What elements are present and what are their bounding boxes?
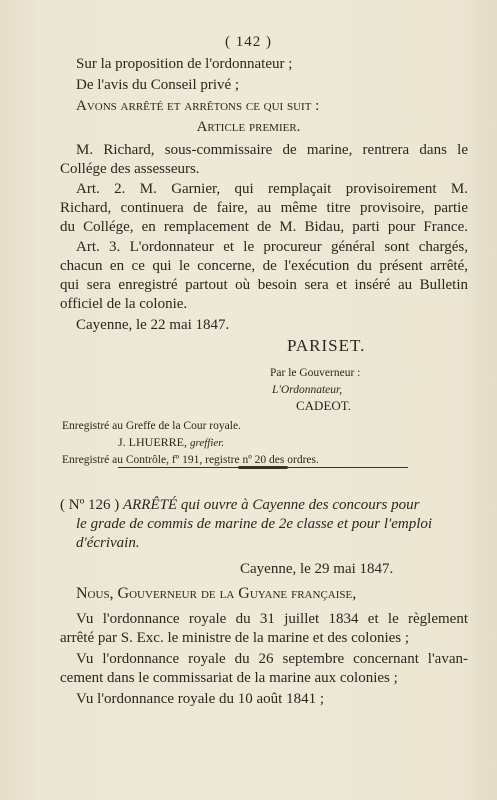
arrete-title-line: le grade de commis de marine de 2e classe et pour l'emploi xyxy=(76,516,433,532)
arrete-title-line: d'écrivain. xyxy=(76,535,140,551)
article-3-line: qui sera enregistré partout où besoin sera et inséré au Bulletin xyxy=(60,277,468,293)
article-2-line: du Collége, en remplacement de M. Bidau, parti pour France. xyxy=(60,219,468,235)
registration-controle: Enregistré au Contrôle, fº 191, registre nº 20 des ordres. xyxy=(62,454,319,466)
article-3-line: Art. 3. L'ordonnateur et le procureur général sont chargés, xyxy=(76,239,468,255)
registration-greffe: Enregistré au Greffe de la Cour royale. xyxy=(62,420,241,432)
preamble-avons: Avons arrêté et arrêtons ce qui suit : xyxy=(76,98,320,114)
greffier-title: greffier. xyxy=(190,437,225,449)
signature-governor: PARISET. xyxy=(287,336,366,355)
greffier-name: J. LHUERRE, xyxy=(118,435,187,449)
preamble-proposition: Sur la proposition de l'ordonnateur ; xyxy=(76,56,293,72)
arrete-number: ( Nº 126 ) xyxy=(60,497,120,513)
vu-3-line: Vu l'ordonnance royale du 10 août 1841 ; xyxy=(76,691,324,707)
article-2-line: Richard, continuera de faire, au même titre provisoire, partie xyxy=(60,200,468,216)
article-premier-line: Collége des assesseurs. xyxy=(60,161,200,177)
preamble-avis: De l'avis du Conseil privé ; xyxy=(76,77,240,93)
vu-2-line: cement dans le commissariat de la marine aux colonies ; xyxy=(60,670,398,686)
signature-ordonnateur-title: L'Ordonnateur, xyxy=(272,384,343,396)
registration-greffier-line xyxy=(118,433,224,452)
vu-2-line: Vu l'ordonnance royale du 26 septembre concernant l'avan- xyxy=(76,651,468,667)
article-3-line: officiel de la colonie. xyxy=(60,296,188,312)
section-divider xyxy=(118,467,408,468)
signature-ordonnateur-name: CADEOT. xyxy=(296,398,352,413)
arrete-title: ARRÊTÉ qui ouvre à Cayenne des concours pour xyxy=(122,497,420,513)
vu-1-line: Vu l'ordonnance royale du 31 juillet 1834 et le règlement xyxy=(76,611,468,627)
page-number: ( 142 ) xyxy=(225,34,272,50)
vu-1-line: arrêté par S. Exc. le ministre de la marine et des colonies ; xyxy=(60,630,410,646)
divider-ornament xyxy=(238,466,288,469)
article-2-line: Art. 2. M. Garnier, qui remplaçait provisoirement M. xyxy=(76,181,468,197)
article-premier-heading: Article premier. xyxy=(196,119,301,135)
article-3-line: chacun en ce qui le concerne, de l'exécution du présent arrêté, xyxy=(60,258,468,274)
arrete-title-line xyxy=(60,496,419,514)
nous-gouverneur: Nous, Gouverneur de la Guyane française, xyxy=(76,585,357,602)
arrete-date: Cayenne, le 29 mai 1847. xyxy=(240,561,394,577)
signature-par-le-gouverneur: Par le Gouverneur : xyxy=(270,367,361,379)
article-premier-line: M. Richard, sous-commissaire de marine, rentrera dans le xyxy=(76,142,468,158)
date-line: Cayenne, le 22 mai 1847. xyxy=(76,317,230,333)
